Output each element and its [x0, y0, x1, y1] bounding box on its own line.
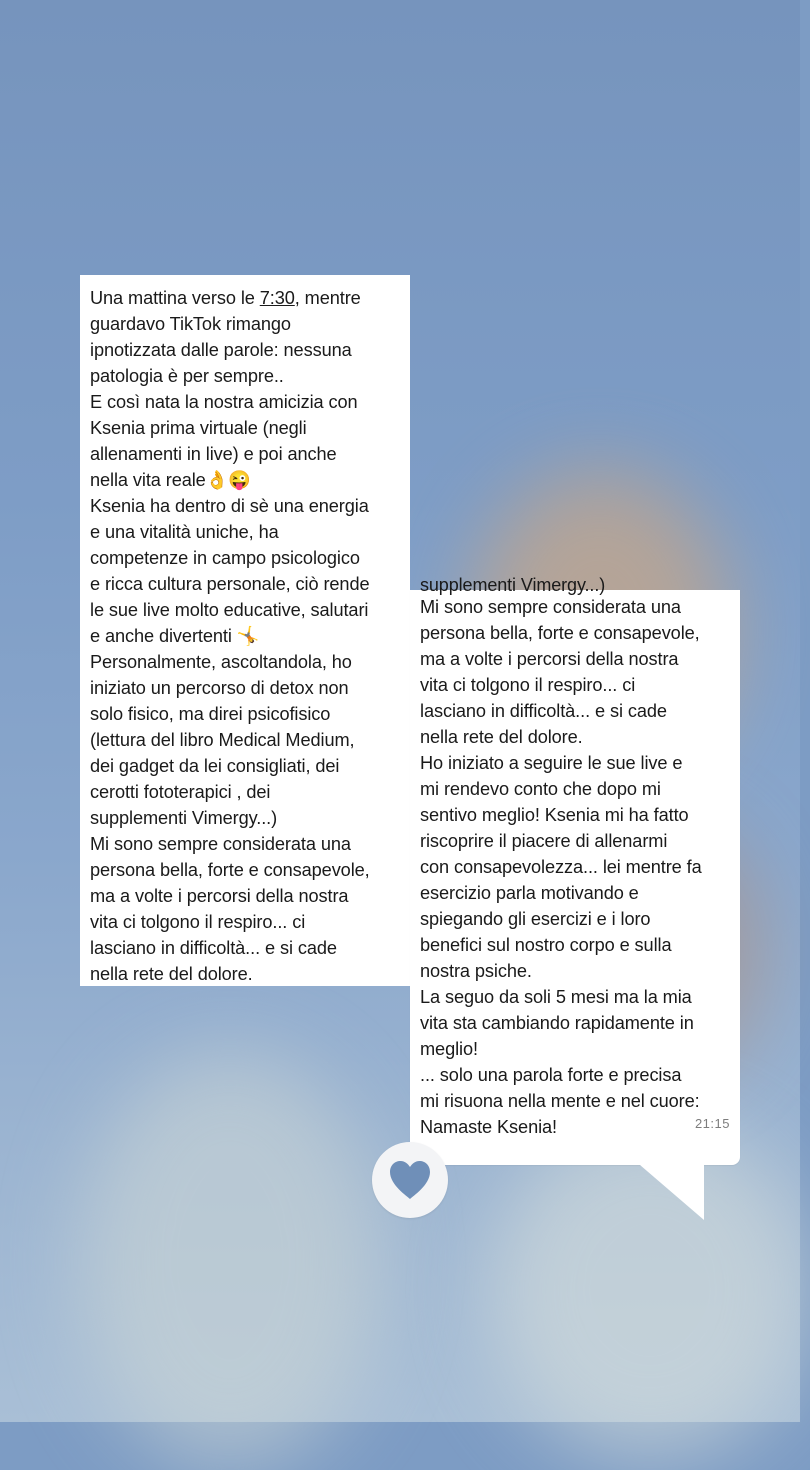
message-line: ... solo una parola forte e precisa — [420, 1065, 682, 1085]
message-line: con consapevolezza... lei mentre fa — [420, 857, 702, 877]
message-text — [90, 285, 410, 987]
message-line: La seguo da soli 5 mesi ma la mia — [420, 987, 692, 1007]
message-timestamp: 21:15 — [694, 1116, 730, 1131]
message-line: Personalmente, ascoltandola, ho — [90, 652, 352, 672]
message-line: Ho iniziato a seguire le sue live e — [420, 753, 683, 773]
message-line: E così nata la nostra amicizia con — [90, 392, 358, 412]
speech-bubble-tail — [640, 1165, 704, 1220]
message-line: benefici sul nostro corpo e sulla — [420, 935, 672, 955]
message-line: competenze in campo psicologico — [90, 548, 360, 568]
message-line: ipnotizzata dalle parole: nessuna — [90, 340, 352, 360]
message-line: e anche divertenti 🤸 — [90, 626, 260, 646]
message-line: vita ci tolgono il respiro... ci — [420, 675, 636, 695]
message-line: Ksenia ha dentro di sè una energia — [90, 496, 369, 516]
message-line: riscoprire il piacere di allenarmi — [420, 831, 668, 851]
message-line: guardavo TikTok rimango — [90, 314, 291, 334]
message-line: solo fisico, ma direi psicofisico — [90, 704, 331, 724]
heart-reaction-button[interactable] — [372, 1142, 448, 1218]
message-line: persona bella, forte e consapevole, — [420, 623, 700, 643]
message-line: mi rendevo conto che dopo mi — [420, 779, 661, 799]
message-line: ma a volte i percorsi della nostra — [420, 649, 679, 669]
message-line: vita sta cambiando rapidamente in — [420, 1013, 694, 1033]
message-line: le sue live molto educative, salutari — [90, 600, 369, 620]
message-line: Ksenia prima virtuale (negli — [90, 418, 307, 438]
message-line: esercizio parla motivando e — [420, 883, 639, 903]
message-line: supplementi Vimergy...) — [90, 808, 278, 828]
message-screenshot-left — [80, 275, 410, 986]
message-line: lasciano in difficoltà... e si cade — [90, 938, 337, 958]
message-line: mi risuona nella mente e nel cuore: — [420, 1091, 700, 1111]
message-line: nella vita reale👌😜 — [90, 470, 251, 490]
message-line: allenamenti in live) e poi anche — [90, 444, 337, 464]
message-line: vita ci tolgono il respiro... ci — [90, 912, 306, 932]
message-text — [420, 594, 740, 1140]
heart-icon — [387, 1159, 433, 1201]
message-line: nella rete del dolore. — [420, 727, 583, 747]
message-line: nella rete del dolore. — [90, 964, 253, 984]
message-line: sentivo meglio! Ksenia mi ha fatto — [420, 805, 689, 825]
message-line: patologia è per sempre.. — [90, 366, 284, 386]
message-line: iniziato un percorso di detox non — [90, 678, 349, 698]
message-line: dei gadget da lei consigliati, dei — [90, 756, 340, 776]
message-line: e ricca cultura personale, ciò rende — [90, 574, 370, 594]
message-line: spiegando gli esercizi e i loro — [420, 909, 651, 929]
message-line-text: , mentre — [294, 288, 361, 308]
message-line: ma a volte i percorsi della nostra — [90, 886, 349, 906]
message-line: (lettura del libro Medical Medium, — [90, 730, 355, 750]
message-line: Namaste Ksenia! — [420, 1117, 557, 1137]
message-line: meglio! — [420, 1039, 478, 1059]
message-line: Mi sono sempre considerata una — [420, 597, 681, 617]
message-line: lasciano in difficoltà... e si cade — [420, 701, 667, 721]
background-blur-shape — [80, 1050, 380, 1470]
cropped-line — [420, 572, 605, 584]
message-line: e una vitalità uniche, ha — [90, 522, 279, 542]
time-link[interactable]: 7:30 — [259, 288, 295, 308]
message-bubble-right — [410, 590, 740, 1165]
message-line: cerotti fototerapici , dei — [90, 782, 271, 802]
message-line: nostra psiche. — [420, 961, 532, 981]
message-line: persona bella, forte e consapevole, — [90, 860, 370, 880]
message-line: Mi sono sempre considerata una — [90, 834, 351, 854]
message-line — [90, 285, 410, 311]
message-line-text: Una mattina verso le — [90, 288, 260, 308]
